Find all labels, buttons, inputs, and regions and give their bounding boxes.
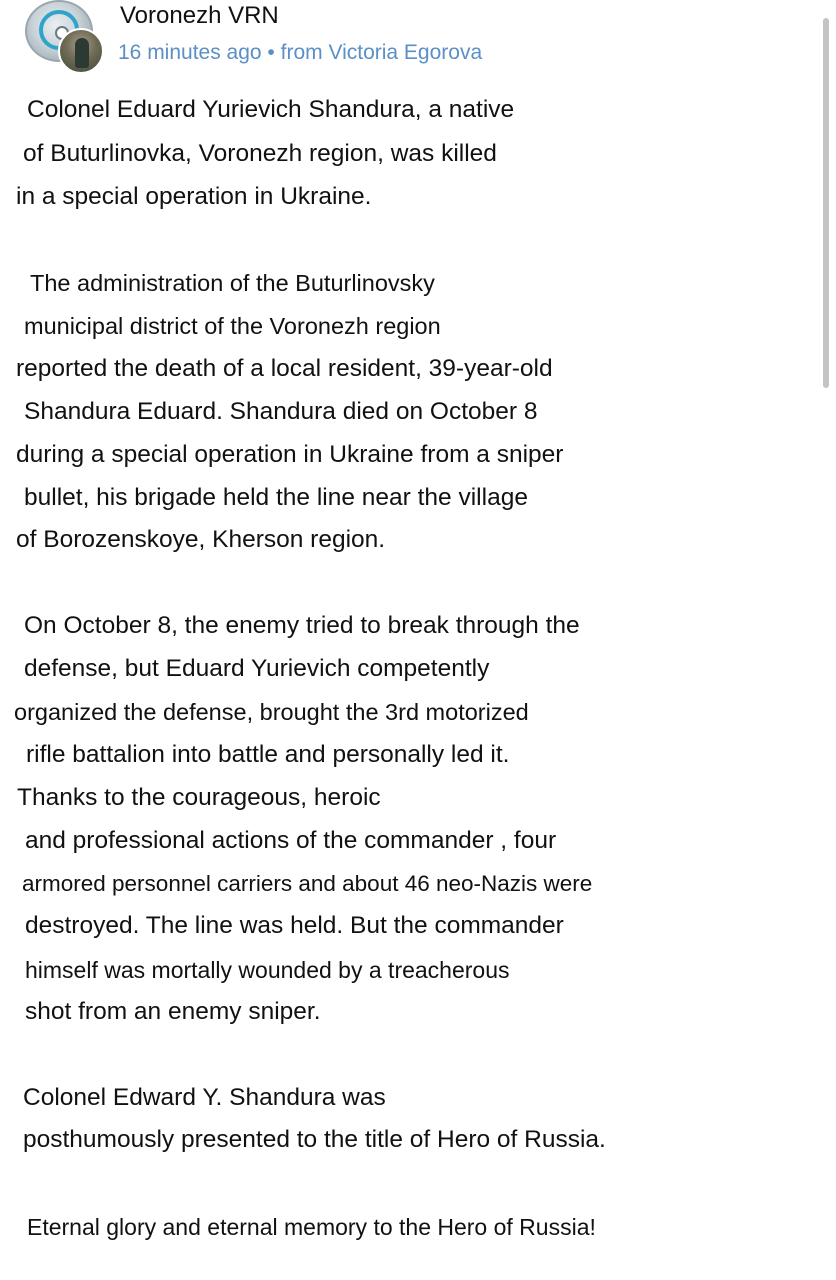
- scrollbar-thumb[interactable]: [823, 18, 829, 388]
- post-line: Eternal glory and eternal memory to the Hero of Russia!: [27, 1214, 596, 1240]
- post-line: and professional actions of the commander , four: [25, 827, 557, 854]
- post-line: bullet, his brigade held the line near the village: [24, 484, 528, 511]
- post-line: The administration of the Buturlinovsky: [30, 270, 435, 296]
- post-line: in a special operation in Ukraine.: [16, 183, 372, 210]
- person-figure-icon: [75, 38, 89, 68]
- post-line: municipal district of the Voronezh region: [24, 313, 441, 339]
- post-line: organized the defense, brought the 3rd motorized: [14, 699, 529, 725]
- post-line: Colonel Edward Y. Shandura was: [23, 1084, 386, 1111]
- post-line: shot from an enemy sniper.: [25, 998, 321, 1025]
- post-line: of Buturlinovka, Voronezh region, was killed: [23, 140, 497, 167]
- post-header: [0, 0, 836, 80]
- post-line: Thanks to the courageous, heroic: [17, 784, 381, 811]
- post-line: On October 8, the enemy tried to break through the: [24, 612, 580, 639]
- post-line: posthumously presented to the title of Hero of Russia.: [23, 1126, 606, 1153]
- post-line: of Borozenskoye, Kherson region.: [16, 526, 386, 553]
- post-line: destroyed. The line was held. But the commander: [25, 912, 564, 939]
- post-line: reported the death of a local resident, 39-year-old: [16, 355, 553, 382]
- post-line: defense, but Eduard Yurievich competently: [24, 655, 490, 682]
- scrollbar[interactable]: [823, 0, 831, 1280]
- post-line: during a special operation in Ukraine from a sniper: [16, 441, 564, 468]
- post-meta: 16 minutes ago • from Victoria Egorova: [118, 41, 483, 64]
- author-avatar[interactable]: [58, 28, 104, 74]
- post-line: armored personnel carriers and about 46 neo-Nazis were: [22, 871, 593, 896]
- post-line: himself was mortally wounded by a treacherous: [25, 957, 510, 983]
- post-line: Colonel Eduard Yurievich Shandura, a native: [27, 96, 515, 123]
- post-line: rifle battalion into battle and personally led it.: [26, 741, 510, 768]
- channel-name[interactable]: Voronezh VRN: [120, 2, 279, 29]
- post-line: Shandura Eduard. Shandura died on October 8: [24, 398, 538, 425]
